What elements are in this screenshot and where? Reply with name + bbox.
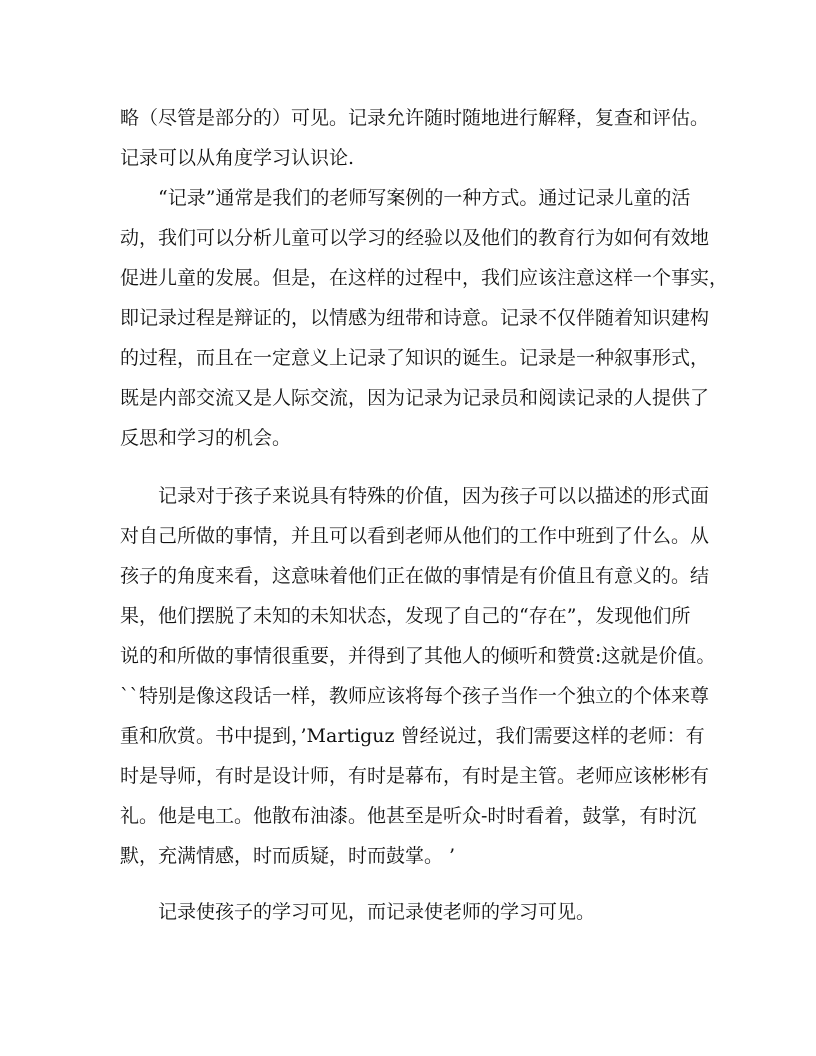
paragraph-first-line: 记录使孩子的学习可见，而记录使老师的学习可见。 xyxy=(158,901,596,923)
text-line: ``特别是像这段话一样，教师应该将每个孩子当作一个独立的个体来尊 xyxy=(120,685,710,707)
text-line: 略（尽管是部分的）可见。记录允许随时随地进行解释，复查和评估。 xyxy=(120,107,710,129)
text-line: 动，我们可以分析儿童可以学习的经验以及他们的教育行为如何有效地 xyxy=(120,227,710,249)
text-line: 对自己所做的事情，并且可以看到老师从他们的工作中班到了什么。从 xyxy=(120,525,710,547)
text-line: 记录可以从角度学习认识论. xyxy=(120,147,355,169)
text-line: 果，他们摆脱了未知的未知状态，发现了自己的“存在”，发现他们所 xyxy=(120,605,691,627)
text-line: 即记录过程是辩证的，以情感为纽带和诗意。记录不仅伴随着知识建构 xyxy=(120,307,710,329)
text-line: 默，充满情感，时而质疑，时而鼓掌。 ’ xyxy=(120,845,456,867)
text-line: 时是导师，有时是设计师，有时是幕布，有时是主管。老师应该彬彬有 xyxy=(120,765,710,787)
paragraph-first-line: “记录”通常是我们的老师写案例的一种方式。通过记录儿童的活 xyxy=(158,187,691,209)
text-line: 重和欣赏。书中提到，’Martiguz 曾经说过，我们需要这样的老师：有 xyxy=(120,725,705,747)
text-line: 的过程，而且在一定意义上记录了知识的诞生。记录是一种叙事形式， xyxy=(120,347,710,369)
paragraph-first-line: 记录对于孩子来说具有特殊的价值，因为孩子可以以描述的形式面 xyxy=(158,485,710,507)
text-line: 反思和学习的机会。 xyxy=(120,427,292,449)
text-line: 孩子的角度来看，这意味着他们正在做的事情是有价值且有意义的。结 xyxy=(120,565,710,587)
text-line: 礼。他是电工。他散布油漆。他甚至是听众-时时看着，鼓掌，有时沉 xyxy=(120,805,697,827)
text-line: 既是内部交流又是人际交流，因为记录为记录员和阅读记录的人提供了 xyxy=(120,387,710,409)
text-line: 促进儿童的发展。但是，在这样的过程中，我们应该注意这样一个事实， xyxy=(120,267,729,289)
text-line: 说的和所做的事情很重要，并得到了其他人的倾听和赞赏:这就是价值。 xyxy=(120,645,716,667)
